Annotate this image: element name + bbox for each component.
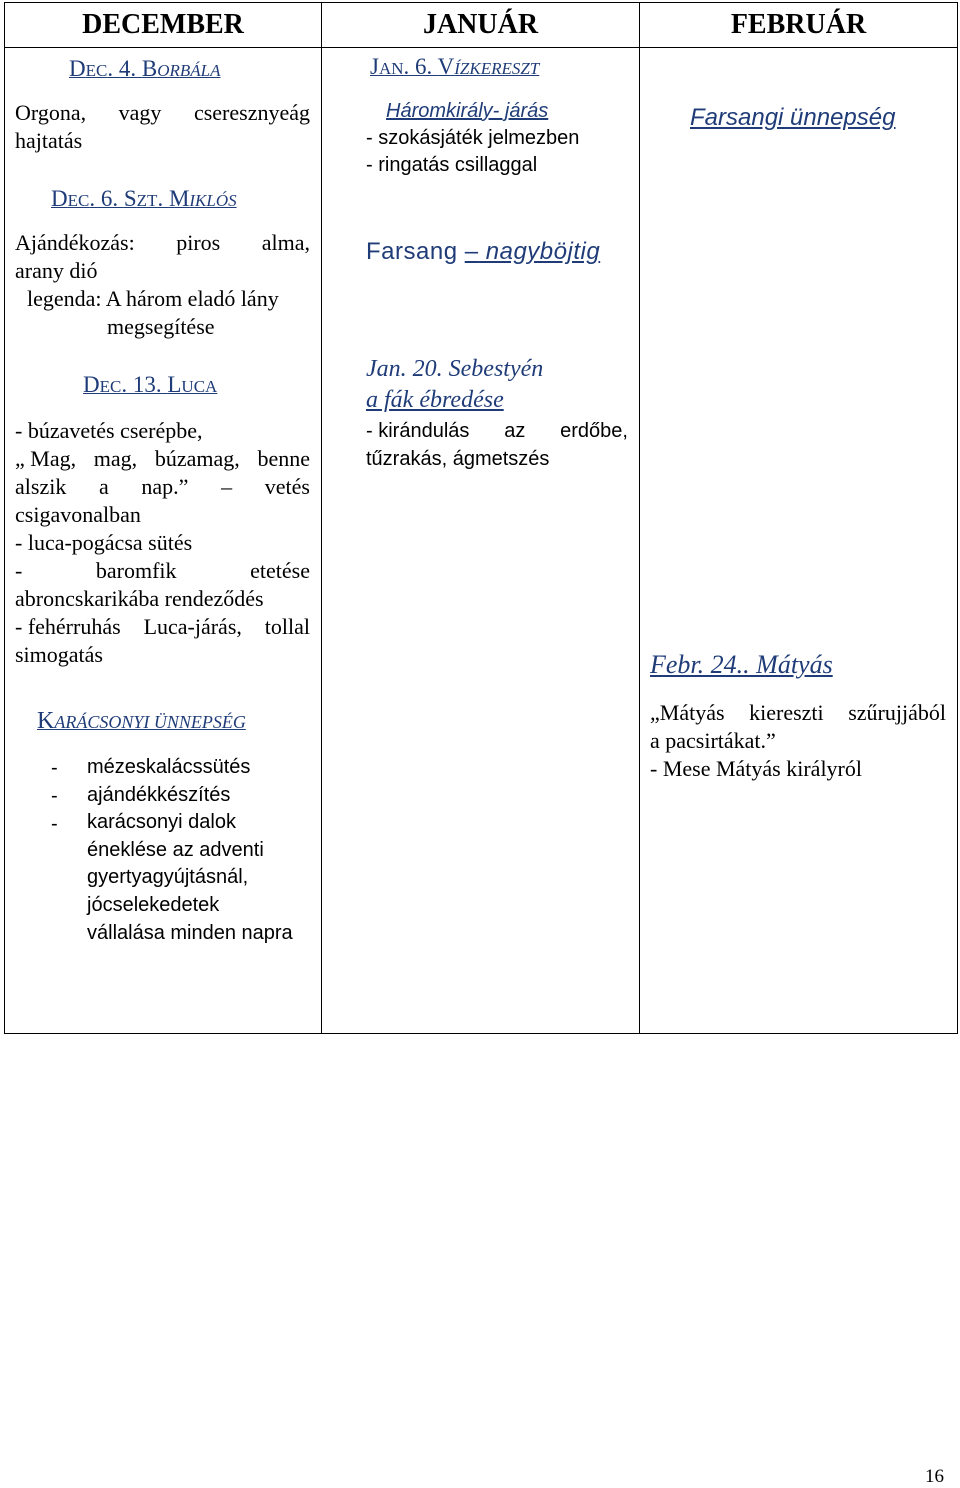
- header-december: DECEMBER: [5, 3, 322, 48]
- jan-item-2: - ringatás csillaggal: [366, 154, 538, 176]
- baromfi-line: - baromfik etetése: [15, 558, 310, 583]
- header-februar: FEBRUÁR: [640, 3, 958, 48]
- december-cell: [5, 48, 322, 1034]
- csigavonal-line: csigavonalban: [15, 502, 141, 527]
- farsang-line: Farsang – nagyböjtig: [366, 238, 601, 265]
- legenda-line2: megsegítése: [107, 314, 215, 339]
- borbala-title: DEC. 4. BORBÁLA: [69, 56, 221, 81]
- list-item: karácsonyi dalok: [87, 811, 236, 834]
- matyas-title: Febr. 24.. Mátyás: [650, 650, 833, 679]
- dash: -: [51, 813, 58, 835]
- matyas-line-1: „Mátyás kiereszti szűrujjából: [650, 700, 946, 725]
- ajandekozas-line2: arany dió: [15, 258, 98, 283]
- fak-ebredese-line: a fák ébredése: [366, 387, 504, 413]
- list-item: éneklése az adventi: [87, 838, 264, 861]
- list-item: vállalása minden napra: [87, 921, 293, 944]
- miklos-title: DEC. 6. SZT. MIKLÓS: [51, 186, 237, 211]
- alszik-line: alszik a nap.” – vetés: [15, 474, 310, 499]
- tuzrakas-line: tűzrakás, ágmetszés: [366, 448, 550, 470]
- list-item: jócselekedetek: [87, 893, 220, 916]
- vizkereszt-title: JAN. 6. VÍZKERESZT: [370, 54, 540, 79]
- simogatas-line: simogatás: [15, 642, 103, 667]
- dash: -: [51, 757, 58, 779]
- haromkiraly-line: Háromkirály- járás: [386, 100, 549, 122]
- list-item: ajándékkészítés: [87, 783, 231, 806]
- dash: -: [51, 785, 58, 807]
- matyas-line-2: a pacsirtákat.”: [650, 728, 776, 753]
- legenda-line: legenda: A három eladó lány: [27, 286, 279, 311]
- abroncs-line: abroncskarikába rendeződés: [15, 586, 264, 611]
- calendar-table: [4, 2, 958, 1034]
- buzavetes-line: - búzavetés cserépbe,: [15, 418, 203, 443]
- page-number: 16: [925, 1466, 944, 1487]
- list-item: gyertyagyújtásnál,: [87, 866, 249, 889]
- ajandekozas-line: Ajándékozás: piros alma,: [15, 230, 310, 255]
- farsangi-unnepseg-line: Farsangi ünnepség: [690, 104, 896, 131]
- luca-title: DEC. 13. LUCA: [83, 372, 218, 397]
- sebestyen-line: Jan. 20. Sebestyén: [366, 356, 544, 382]
- pogacsa-line: - luca-pogácsa sütés: [15, 530, 193, 555]
- luca-jaras-line: - fehérruhás Luca-járás, tollal: [15, 614, 310, 639]
- kirandulas-line: - kirándulás az erdőbe,: [366, 420, 628, 442]
- orgona-line2: hajtatás: [15, 128, 83, 153]
- januar-cell: [322, 48, 640, 1034]
- karacsony-title: KARÁCSONYI ÜNNEPSÉG: [37, 708, 246, 734]
- orgona-line: Orgona, vagy cseresznyeág: [15, 100, 310, 125]
- jan-item-1: - szokásjáték jelmezben: [366, 127, 580, 149]
- mag-line: „ Mag, mag, búzamag, benne: [15, 446, 310, 471]
- dec-list: [87, 754, 293, 947]
- februar-cell: [640, 48, 958, 1034]
- matyas-line-3: - Mese Mátyás királyról: [650, 756, 862, 781]
- header-januar: JANUÁR: [322, 3, 640, 48]
- list-item: mézeskalácssütés: [87, 756, 251, 778]
- dec-list-dashes: [51, 754, 58, 838]
